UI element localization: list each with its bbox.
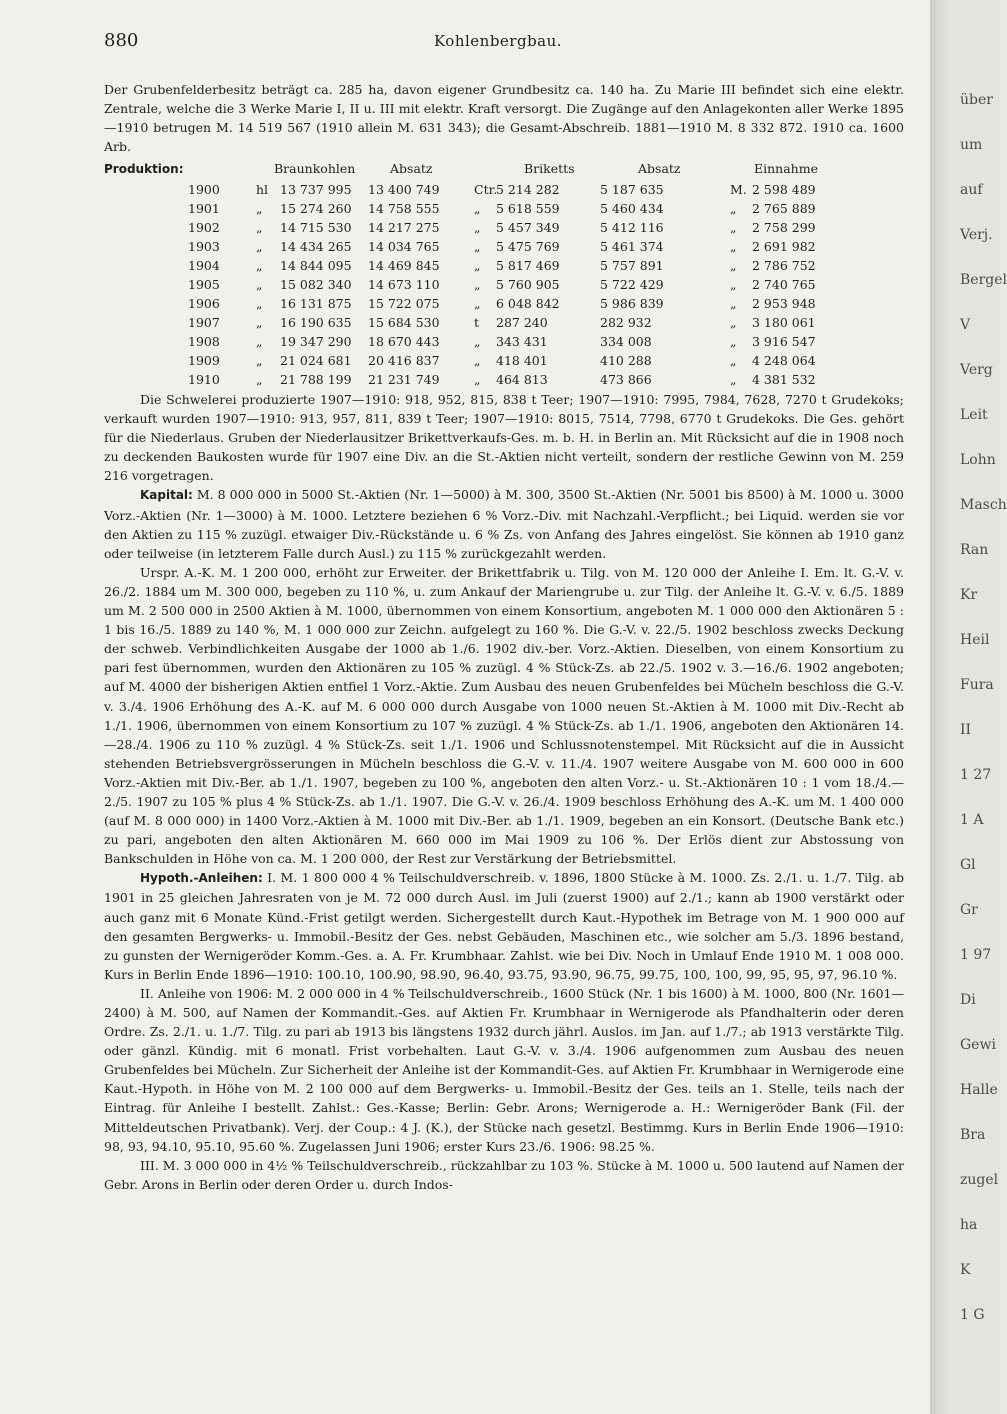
table-row [104,275,904,294]
cell-ab1: 14 217 275 [368,220,440,235]
margin-fragment: Ran [960,542,989,558]
cell-year: 1907 [188,315,220,330]
cell-ein: 2 786 752 [752,258,816,273]
cell-ein: 2 740 765 [752,277,816,292]
cell-br: 5 760 905 [496,277,560,292]
cell-u1: „ [256,315,263,330]
cell-bk: 15 082 340 [280,277,352,292]
margin-fragment: Fura [960,677,994,693]
cell-u2: „ [474,334,481,349]
col-absatz-2: Absatz [638,161,681,176]
running-title: Kohlenbergbau. [434,32,563,50]
cell-year: 1902 [188,220,220,235]
margin-fragment: Leit [960,407,988,423]
cell-ab2: 5 722 429 [600,277,664,292]
kapital-text: M. 8 000 000 in 5000 St.-Aktien (Nr. 1—5000) à M. 300, 3500 St.-Aktien (Nr. 5001 bis 8500) à M. 1000 u. 3000 Vorz.-Aktien (Nr. 1—3000) à M. 1000. Letztere beziehen 6 % Vorz.-Div. mit Nachzahl.-Verpflicht.; bei Liquid. werden sie vor den Aktien zu 115 % zuzügl. etwaiger Div.-Rückstände u. 6 % Zs. von Anfang des Jahres eingelöst. Sie können ab 1910 ganz oder teilweise (in letzterem Falle durch Ausl.) zu 115 % zurückgezahlt werden. [104,487,904,561]
margin-fragment: um [960,137,983,153]
margin-fragment: Gewi [960,1037,996,1053]
page-number: 880 [104,30,139,51]
cell-u2: „ [474,277,481,292]
cell-ab2: 5 412 116 [600,220,664,235]
cell-ab1: 14 034 765 [368,239,440,254]
margin-fragment: K [960,1262,971,1278]
margin-fragment: Di [960,992,976,1008]
table-row [104,332,904,351]
margin-fragment: Verg [960,362,993,378]
table-row [104,256,904,275]
cell-br: 5 618 559 [496,201,560,216]
kapital-label: Kapital: [140,488,193,503]
cell-year: 1903 [188,239,220,254]
cell-br: 5 817 469 [496,258,560,273]
kapital-paragraph [104,485,904,562]
body-text [104,390,904,1194]
cell-year: 1905 [188,277,220,292]
cell-ab2: 410 288 [600,353,652,368]
margin-fragment: Heil [960,632,990,648]
table-row [104,237,904,256]
cell-u1: „ [256,201,263,216]
cell-bk: 19 347 290 [280,334,352,349]
cell-ab1: 15 684 530 [368,315,440,330]
cell-u3: „ [730,372,737,387]
margin-fragment: zugel [960,1172,999,1188]
cell-u3: „ [730,315,737,330]
margin-fragment: 1 27 [960,767,992,783]
cell-bk: 16 190 635 [280,315,352,330]
cell-ab2: 5 460 434 [600,201,664,216]
cell-br: 287 240 [496,315,548,330]
cell-u2: „ [474,220,481,235]
cell-year: 1906 [188,296,220,311]
cell-u3: „ [730,353,737,368]
cell-br: 343 431 [496,334,548,349]
cell-ein: 4 248 064 [752,353,816,368]
cell-bk: 15 274 260 [280,201,352,216]
cell-bk: 13 737 995 [280,182,352,197]
cell-ab2: 5 461 374 [600,239,664,254]
cell-u3: „ [730,258,737,273]
cell-u1: hl [256,182,269,197]
anleihe-2-paragraph: II. Anleihe von 1906: M. 2 000 000 in 4 % Teilschuldverschreib., 1600 Stück (Nr. 1 bis 1600) à M. 1000, 800 (Nr. 1601—2400) à M. 500, auf Namen der Kommandit.-Ges. auf Aktien Fr. Krumbhaar in Wernigerode als Pfandhalterin oder deren Ordre. Zs. 2./1. u. 1./7. Tilg. zu pari ab 1913 bis längstens 1932 durch jährl. Auslos. im Jan. auf 1./7.; ab 1913 verstärkte Tilg. oder gänzl. Kündig. mit 6 monatl. Frist vorbehalten. Laut G.-V. v. 3./4. 1906 aufgenommen zum Ausbau des neuen Grubenfeldes bei Mücheln. Zur Sicherheit der Anleihe ist der Kommandit-Ges. auf Aktien Fr. Krumbhaar in Wernigerode eine Kaut.-Hypoth. in Höhe von M. 2 100 000 auf dem Bergwerks- u. Immobil.-Besitz der Ges. teils an 1. Stelle, teils nach der Eintrag. für Anleihe I bestellt. Zahlst.: Ges.-Kasse; Berlin: Gebr. Arons; Wernigerode a. H.: Wernigeröder Bank (Fil. der Mitteldeutschen Privatbank). Verj. der Coup.: 4 J. (K.), der Stücke nach gesetzl. Bestimmg. Kurs in Berlin Ende 1906—1910: 98, 93, 94.10, 95.10, 95.60 %. Zugelassen Juni 1906; erster Kurs 23./6. 1906: 98.25 %. [104,985,904,1154]
margin-fragment: Bergel [960,272,1007,288]
cell-u3: „ [730,201,737,216]
cell-u1: „ [256,296,263,311]
cell-u2: „ [474,372,481,387]
cell-br: 5 457 349 [496,220,560,235]
cell-year: 1910 [188,372,220,387]
cell-u3: „ [730,277,737,292]
cell-br: 5 475 769 [496,239,560,254]
cell-u3: „ [730,239,737,254]
cell-u2: „ [474,239,481,254]
cell-bk: 14 434 265 [280,239,352,254]
urspr-paragraph: Urspr. A.-K. M. 1 200 000, erhöht zur Erweiter. der Brikettfabrik u. Tilg. von M. 120 000 der Anleihe I. Em. lt. G.-V. v. 26./2. 1884 um M. 300 000, begeben zu 110 %, u. zum Ankauf der Mariengrube u. zur Tilg. der Anleihe lt. G.-V. v. 6./5. 1889 um M. 2 500 000 in 2500 Aktien à M. 1000, übernommen von einem Konsortium, angeboten M. 1 000 000 den Aktionären 5 : 1 bis 16./5. 1889 zu 140 %, M. 1 000 000 zur Zeichn. aufgelegt zu 160 %. Die G.-V. v. 22./5. 1902 beschloss zwecks Deckung der schweb. Verbindlichkeiten Ausgabe der 1000 ab 1./6. 1902 div.-ber. Vorz.-Aktien. Dieselben, von einem Konsortium zu pari fest übernommen, wurden den Aktionären zu 105 % zuzügl. 4 % Stück-Zs. ab 22./5. 1902 v. 3.—16./6. 1902 angeboten; auf M. 4000 der bisherigen Aktien entfiel 1 Vorz.-Aktie. Zum Ausbau des neuen Grubenfeldes bei Mücheln beschloss die G.-V. v. 3./4. 1906 Erhöhung des A.-K. auf M. 6 000 000 durch Ausgabe von 1000 neuen St.-Aktien à M. 1000 mit Div.-Recht ab 1./1. 1906, übernommen von einem Konsortium zu 107 % zuzügl. 4 % Stück-Zs. ab 1./1. 1906, angeboten den Aktionären 14.—28./4. 1906 zu 110 % zuzügl. 4 % Stück-Zs. seit 1./1. 1906 und Schlussnotenstempel. Mit Rücksicht auf die in Aussicht stehenden Betriebsvergrösserungen in Mücheln beschloss die G.-V. v. 11./4. 1907 weitere Ausgabe von M. 600 000 in 600 Vorz.-Aktien mit Div.-Ber. ab 1./1. 1907, begeben zu 100 %, angeboten den alten Vorz.- u. St.-Aktionären 10 : 1 vom 18./4.—2./5. 1907 zu 105 % plus 4 % Stück-Zs. ab 1./1. 1907. Die G.-V. v. 26./4. 1909 beschloss Erhöhung des A.-K. um M. 1 400 000 (auf M. 8 000 000) in 1400 Vorz.-Aktien à M. 1000 mit Div.-Ber. ab 1./1. 1909, begeben an ein Konsort. (Deutsche Bank etc.) zu pari, angeboten den alten Aktionären M. 660 000 im Mai 1909 zu 106 %. Der Erlös dient zur Abstossung von Bankschulden in Höhe von ca. M. 1 200 000, der Rest zur Verstärkung der Betriebsmittel. [104,564,904,867]
col-braunkohlen: Braunkohlen [274,161,356,176]
production-table [104,180,904,389]
table-row [104,294,904,313]
adjacent-page-edge [930,0,1007,1414]
cell-u1: „ [256,277,263,292]
margin-fragment: Halle [960,1082,998,1098]
margin-fragment: Masch [960,497,1007,513]
cell-ein: 2 953 948 [752,296,816,311]
cell-ein: 3 180 061 [752,315,816,330]
page-header [104,30,904,56]
table-row [104,313,904,332]
cell-ab1: 20 416 837 [368,353,440,368]
cell-ein: 2 758 299 [752,220,816,235]
cell-u2: „ [474,201,481,216]
cell-bk: 21 024 681 [280,353,352,368]
cell-year: 1904 [188,258,220,273]
cell-u3: „ [730,220,737,235]
hypoth-text: I. M. 1 800 000 4 % Teilschuldverschreib. v. 1896, 1800 Stücke à M. 1000. Zs. 2./1. u. 1./7. Tilg. ab 1901 in 25 gleichen Jahresraten von je M. 72 000 durch Ausl. im Juli (zuerst 1900) auf 2./1.; kann ab 1900 verstärkt oder auch ganz mit 6 Monate Künd.-Frist getilgt werden. Sichergestellt durch Kaut.-Hypothek im Betrage von M. 1 900 000 auf den gesamten Bergwerks- u. Immobil.-Besitz der Ges. nebst Gebäuden, Maschinen etc., wie solcher am 5./3. 1896 bestand, zu gunsten der Wernigeröder Komm.-Ges. a. A. Fr. Krumbhaar. Zahlst. wie bei Div. Noch in Umlauf Ende 1910 M. 1 008 000. Kurs in Berlin Ende 1896—1910: 100.10, 100.90, 98.90, 96.40, 93.75, 93.90, 96.75, 99.75, 100, 100, 99, 95, 95, 97, 96.10 %. [104,870,904,982]
margin-fragment: II [960,722,972,738]
page-fold [930,0,950,1414]
table-row [104,218,904,237]
cell-u3: „ [730,296,737,311]
cell-br: 6 048 842 [496,296,560,311]
cell-ab2: 334 008 [600,334,652,349]
cell-br: 464 813 [496,372,548,387]
cell-year: 1909 [188,353,220,368]
cell-u2: „ [474,258,481,273]
cell-u2: Ctr. [474,182,498,197]
margin-fragment: Gl [960,857,976,873]
cell-ab1: 14 469 845 [368,258,440,273]
table-row [104,370,904,389]
cell-bk: 21 788 199 [280,372,352,387]
hypoth-paragraph [104,868,904,984]
cell-bk: 16 131 875 [280,296,352,311]
cell-u3: M. [730,182,747,197]
schwelerei-paragraph: Die Schwelerei produzierte 1907—1910: 918, 952, 815, 838 t Teer; 1907—1910: 7995, 7984, 7628, 7270 t Grudekoks; verkauft wurden 1907—1910: 913, 957, 811, 839 t Teer; 1907—1910: 8015, 7514, 7798, 6770 t Grudekoks. Die Ges. gehört für die Niederlaus. Gruben der Niederlausitzer Brikettverkaufs-Ges. m. b. H. in Berlin an. Mit Rücksicht auf die in 1908 noch zu deckenden Baukosten wurde für 1907 eine Div. an die St.-Aktien nicht verteilt, sondern der restliche Gewinn von M. 259 216 vorgetragen. [104,392,904,484]
margin-fragment: Lohn [960,452,996,468]
cell-ab2: 5 187 635 [600,182,664,197]
cell-ab2: 282 932 [600,315,652,330]
cell-ab2: 5 986 839 [600,296,664,311]
hypoth-label: Hypoth.-Anleihen: [140,871,263,886]
cell-ab2: 473 866 [600,372,652,387]
cell-bk: 14 715 530 [280,220,352,235]
margin-fragment: ha [960,1217,978,1233]
cell-year: 1901 [188,201,220,216]
margin-fragment: Verj. [960,227,993,243]
cell-ab1: 13 400 749 [368,182,440,197]
table-row [104,180,904,199]
table-row [104,199,904,218]
cell-ein: 3 916 547 [752,334,816,349]
cell-ab1: 21 231 749 [368,372,440,387]
margin-fragment: über [960,92,993,108]
col-briketts: Briketts [524,161,575,176]
production-label: Produktion: [104,162,184,176]
cell-u2: „ [474,296,481,311]
cell-ab1: 18 670 443 [368,334,440,349]
margin-fragment: 1 G [960,1307,985,1323]
cell-u1: „ [256,239,263,254]
cell-ein: 2 765 889 [752,201,816,216]
cell-u1: „ [256,258,263,273]
intro-paragraph [104,80,904,156]
cell-ein: 2 598 489 [752,182,816,197]
cell-ab2: 5 757 891 [600,258,664,273]
margin-fragment: 1 A [960,812,984,828]
margin-fragment: Gr [960,902,978,918]
margin-fragment: 1 97 [960,947,992,963]
table-row [104,351,904,370]
cell-ab1: 14 758 555 [368,201,440,216]
cell-u1: „ [256,220,263,235]
production-header [104,160,904,178]
margin-fragment: V [960,317,971,333]
cell-u2: t [474,315,480,330]
col-absatz-1: Absatz [390,161,433,176]
intro-text: Der Grubenfelderbesitz beträgt ca. 285 ha, davon eigener Grundbesitz ca. 140 ha. Zu Marie III befindet sich eine elektr. Zentrale, welche die 3 Werke Marie I, II u. III mit elektr. Kraft versorgt. Die Zugänge auf den Anlagekonten aller Werke 1895—1910 betrugen M. 14 519 567 (1910 allein M. 631 343); die Gesamt-Abschreib. 1881—1910 M. 8 332 872. 1910 ca. 1600 Arb. [104,82,904,154]
cell-ab1: 14 673 110 [368,277,440,292]
cell-ein: 4 381 532 [752,372,816,387]
margin-fragment: Kr [960,587,978,603]
cell-u3: „ [730,334,737,349]
margin-fragment: Bra [960,1127,986,1143]
cell-br: 5 214 282 [496,182,560,197]
cell-u1: „ [256,372,263,387]
cell-bk: 14 844 095 [280,258,352,273]
cell-ab1: 15 722 075 [368,296,440,311]
col-einnahme: Einnahme [754,161,818,176]
cell-u1: „ [256,334,263,349]
cell-u2: „ [474,353,481,368]
cell-u1: „ [256,353,263,368]
margin-fragment: auf [960,182,983,198]
anleihe-3-paragraph: III. M. 3 000 000 in 4½ % Teilschuldverschreib., rückzahlbar zu 103 %. Stücke à M. 1000 u. 500 lautend auf Namen der Gebr. Arons in Berlin oder deren Order u. durch Indos- [104,1157,904,1192]
cell-year: 1908 [188,334,220,349]
cell-year: 1900 [188,182,220,197]
cell-ein: 2 691 982 [752,239,816,254]
cell-br: 418 401 [496,353,548,368]
